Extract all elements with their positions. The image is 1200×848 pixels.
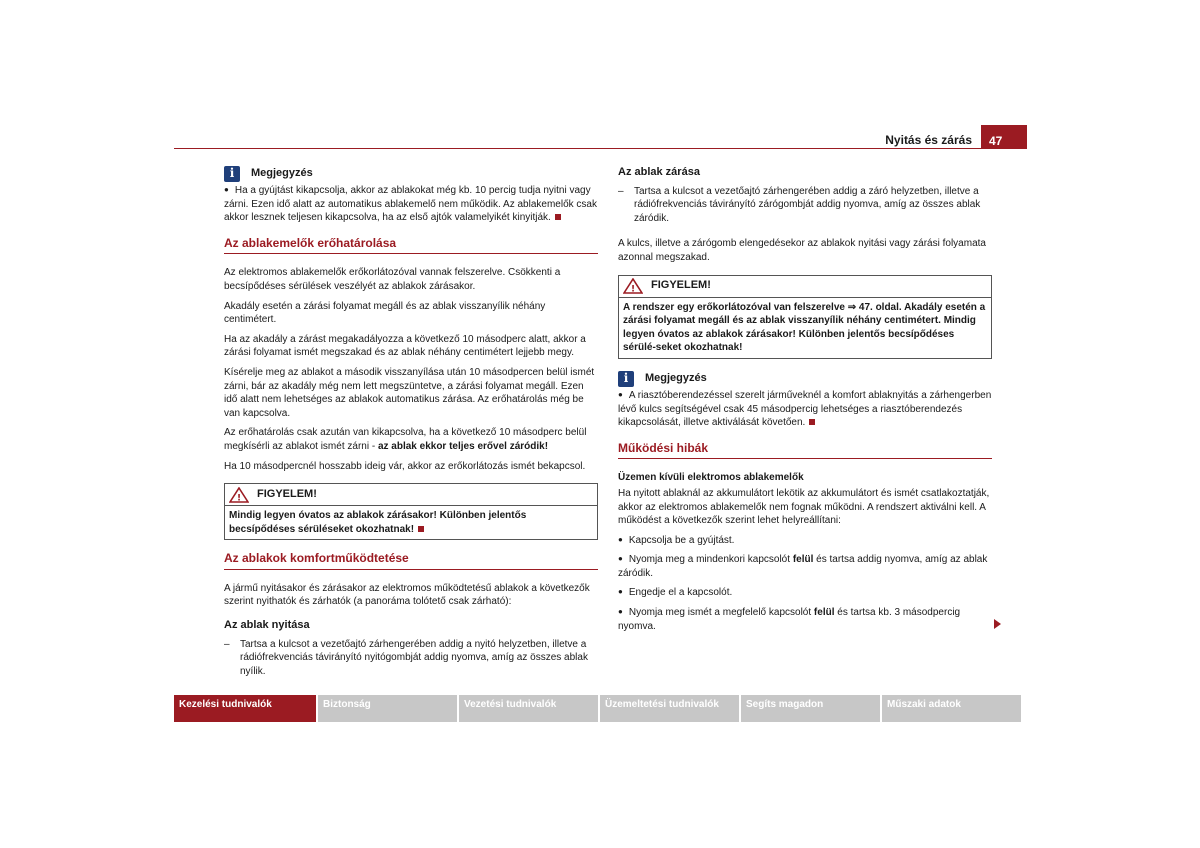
- note-title: Megjegyzés: [251, 167, 313, 180]
- end-mark-icon: [418, 526, 424, 532]
- bullet-bold-text: felül: [813, 607, 835, 619]
- continue-arrow-icon: [994, 619, 1001, 629]
- tab-kezelesi-tudnivalok[interactable]: Kezelési tudnivalók: [174, 695, 316, 722]
- tab-biztonsag[interactable]: Biztonság: [318, 695, 457, 722]
- note-text: [618, 389, 992, 430]
- info-icon: i: [224, 166, 240, 182]
- warning-text-content: Mindig legyen óvatos az ablakok zárásakor! Különben jelentős becsípődéses sérüléseket okozhatnak!: [229, 510, 527, 535]
- paragraph: Ha az akadály a zárást megakadályozza a következő 10 másodperc alatt, akkor a zárási folyamat ismét megszakad és az ablak néhány centimétert lejjebb megy.: [224, 333, 586, 359]
- section-heading: Működési hibák: [618, 442, 992, 460]
- tab-muszaki-adatok[interactable]: Műszaki adatok: [882, 695, 1021, 722]
- note-header: [224, 166, 598, 182]
- header-rule: [174, 148, 1027, 149]
- note-text-content: A riasztóberendezéssel szerelt járműveknél a komfort ablaknyitás a zárhengerben lévő kulcs segítségével csak 45 másodpercig lehetséges a riasztóberendezés kikapcsolását, illetve aktiválását követően.: [618, 389, 992, 429]
- paragraph: Az elektromos ablakemelők erőkorlátozóval vannak felszerelve. Csökkenti a becsípődéses sérülések veszélyét az ablakok zárásakor.: [224, 267, 561, 292]
- paragraph: [224, 426, 598, 453]
- paragraph: Akadály esetén a zárási folyamat megáll és az ablak visszanyílik néhány centimétert.: [224, 300, 546, 326]
- note-text: [224, 184, 598, 225]
- bullet-item: [618, 606, 992, 633]
- dash-list-item: – Tartsa a kulcsot a vezetőajtó zárhengerében addig a záró helyzetben, illetve a rádiófrekvenciás távirányító zárógombját addig nyomva, amíg az összes ablak záródik.: [618, 185, 992, 226]
- svg-text:!: !: [236, 493, 242, 503]
- svg-text:!: !: [630, 284, 636, 295]
- warning-text: [225, 506, 597, 539]
- warning-header: [225, 484, 597, 506]
- tab-vezetesi-tudnivalok[interactable]: Vezetési tudnivalók: [459, 695, 598, 722]
- dash-list-item: – Tartsa a kulcsot a vezetőajtó zárhengerében addig a nyitó helyzetben, illetve a rádiófrekvenciás távirányító nyitógombját addig nyomva, amíg az összes ablak nyílik.: [224, 638, 598, 679]
- bullet-text: és tartsa addig nyomva, amíg az ablak záródik.: [618, 554, 988, 579]
- bullet-text: Nyomja meg a mindenkori kapcsolót: [628, 554, 793, 566]
- subheading: Az ablak nyitása: [224, 619, 310, 632]
- tab-segits-magadon[interactable]: Segíts magadon: [741, 695, 880, 722]
- page-number: 47: [981, 125, 1027, 149]
- bullet-item: ● Engedje el a kapcsolót.: [618, 586, 992, 600]
- left-column: [224, 166, 598, 684]
- warning-icon: [229, 487, 249, 503]
- warning-title: FIGYELEM!: [257, 487, 317, 500]
- warning-header: [619, 276, 991, 298]
- paragraph: A jármű nyitásakor és zárásakor az elektromos működtetésű ablakok a következők szerint nyithatók és zárhatók (a panoráma tolótető csak zárható):: [224, 582, 590, 608]
- warning-icon: [623, 278, 643, 294]
- tab-uzemeltetesi-tudnivalok[interactable]: Üzemeltetési tudnivalók: [600, 695, 739, 722]
- bullet-bold-text: felül: [792, 554, 814, 566]
- info-icon: i: [618, 371, 634, 387]
- paragraph: Ha nyitott ablaknál az akkumulátort lekötik az akkumulátort és ismét csatlakoztatják, akkor az elektromos ablakemelők nem fognak működni. A rendszert aktiválni kell. A működést a következők szerint lehet helyreállítani:: [618, 487, 990, 527]
- warning-box: [224, 483, 598, 540]
- subheading: Az ablak zárása: [618, 166, 700, 178]
- warning-text: A rendszer egy erőkorlátozóval van felszerelve ⇒ 47. oldal. Akadály esetén a zárási folyamat megáll és az ablak visszanyílik néhány centimétert. Mindig legyen óvatos az ablakok zárásakor! Különben jelentős becsípődéses sérülé-seket okozhatnak!: [623, 301, 986, 354]
- bullet-item: [618, 553, 992, 580]
- end-mark-icon: [555, 214, 561, 220]
- footer-tab-bar: [174, 695, 1021, 722]
- paragraph: Kísérelje meg az ablakot a második visszanyílása után 10 másodpercen belül ismét zárni, bár az akadály még nem lett megszüntetve, a zárási folyamat megáll. Ezen idő alatt nem lehetséges az ablakok automatikus zárása. Az erőhatárolás még be van kapcsolva.: [224, 366, 595, 419]
- paragraph: Ha 10 másodpercnél hosszabb ideig vár, akkor az erőkorlátozás ismét bekapcsol.: [224, 460, 586, 472]
- subheading: Üzemen kívüli elektromos ablakemelők: [618, 472, 804, 484]
- header-title: Nyitás és zárás: [885, 133, 972, 147]
- paragraph: A kulcs, illetve a zárógomb elengedésekor az ablakok nyitási vagy zárási folyamata azonnal megszakad.: [618, 238, 986, 263]
- bullet-text: és tartsa kb. 3 másodpercig nyomva.: [618, 607, 961, 632]
- note-header: [618, 371, 992, 387]
- warning-box: [618, 275, 992, 359]
- section-heading: Az ablakemelők erőhatárolása: [224, 237, 598, 255]
- right-column: [618, 166, 992, 639]
- warning-title: FIGYELEM!: [651, 279, 711, 292]
- note-title: Megjegyzés: [645, 372, 707, 385]
- end-mark-icon: [809, 419, 815, 425]
- bullet-text: Nyomja meg ismét a megfelelő kapcsolót: [628, 607, 814, 619]
- paragraph-bold-text: az ablak ekkor teljes erővel záródik!: [377, 440, 549, 452]
- bullet-item: ● Kapcsolja be a gyújtást.: [618, 534, 992, 548]
- paragraph-text: Az erőhatárolás csak azután van kikapcsolva, ha a következő 10 másodperc belül megkísérli az ablakot ismét zárni -: [224, 427, 587, 452]
- note-text-content: Ha a gyújtást kikapcsolja, akkor az ablakokat még kb. 10 percig tudja nyitni vagy zárni. Ezen idő alatt az automatikus ablakemelő nem működik. Az ablakemelők csak akkor lesznek teljesen kikapcsolva, ha az első ajtók valamelyikét kinyitják.: [224, 185, 597, 224]
- section-heading: Az ablakok komfortműködtetése: [224, 552, 598, 570]
